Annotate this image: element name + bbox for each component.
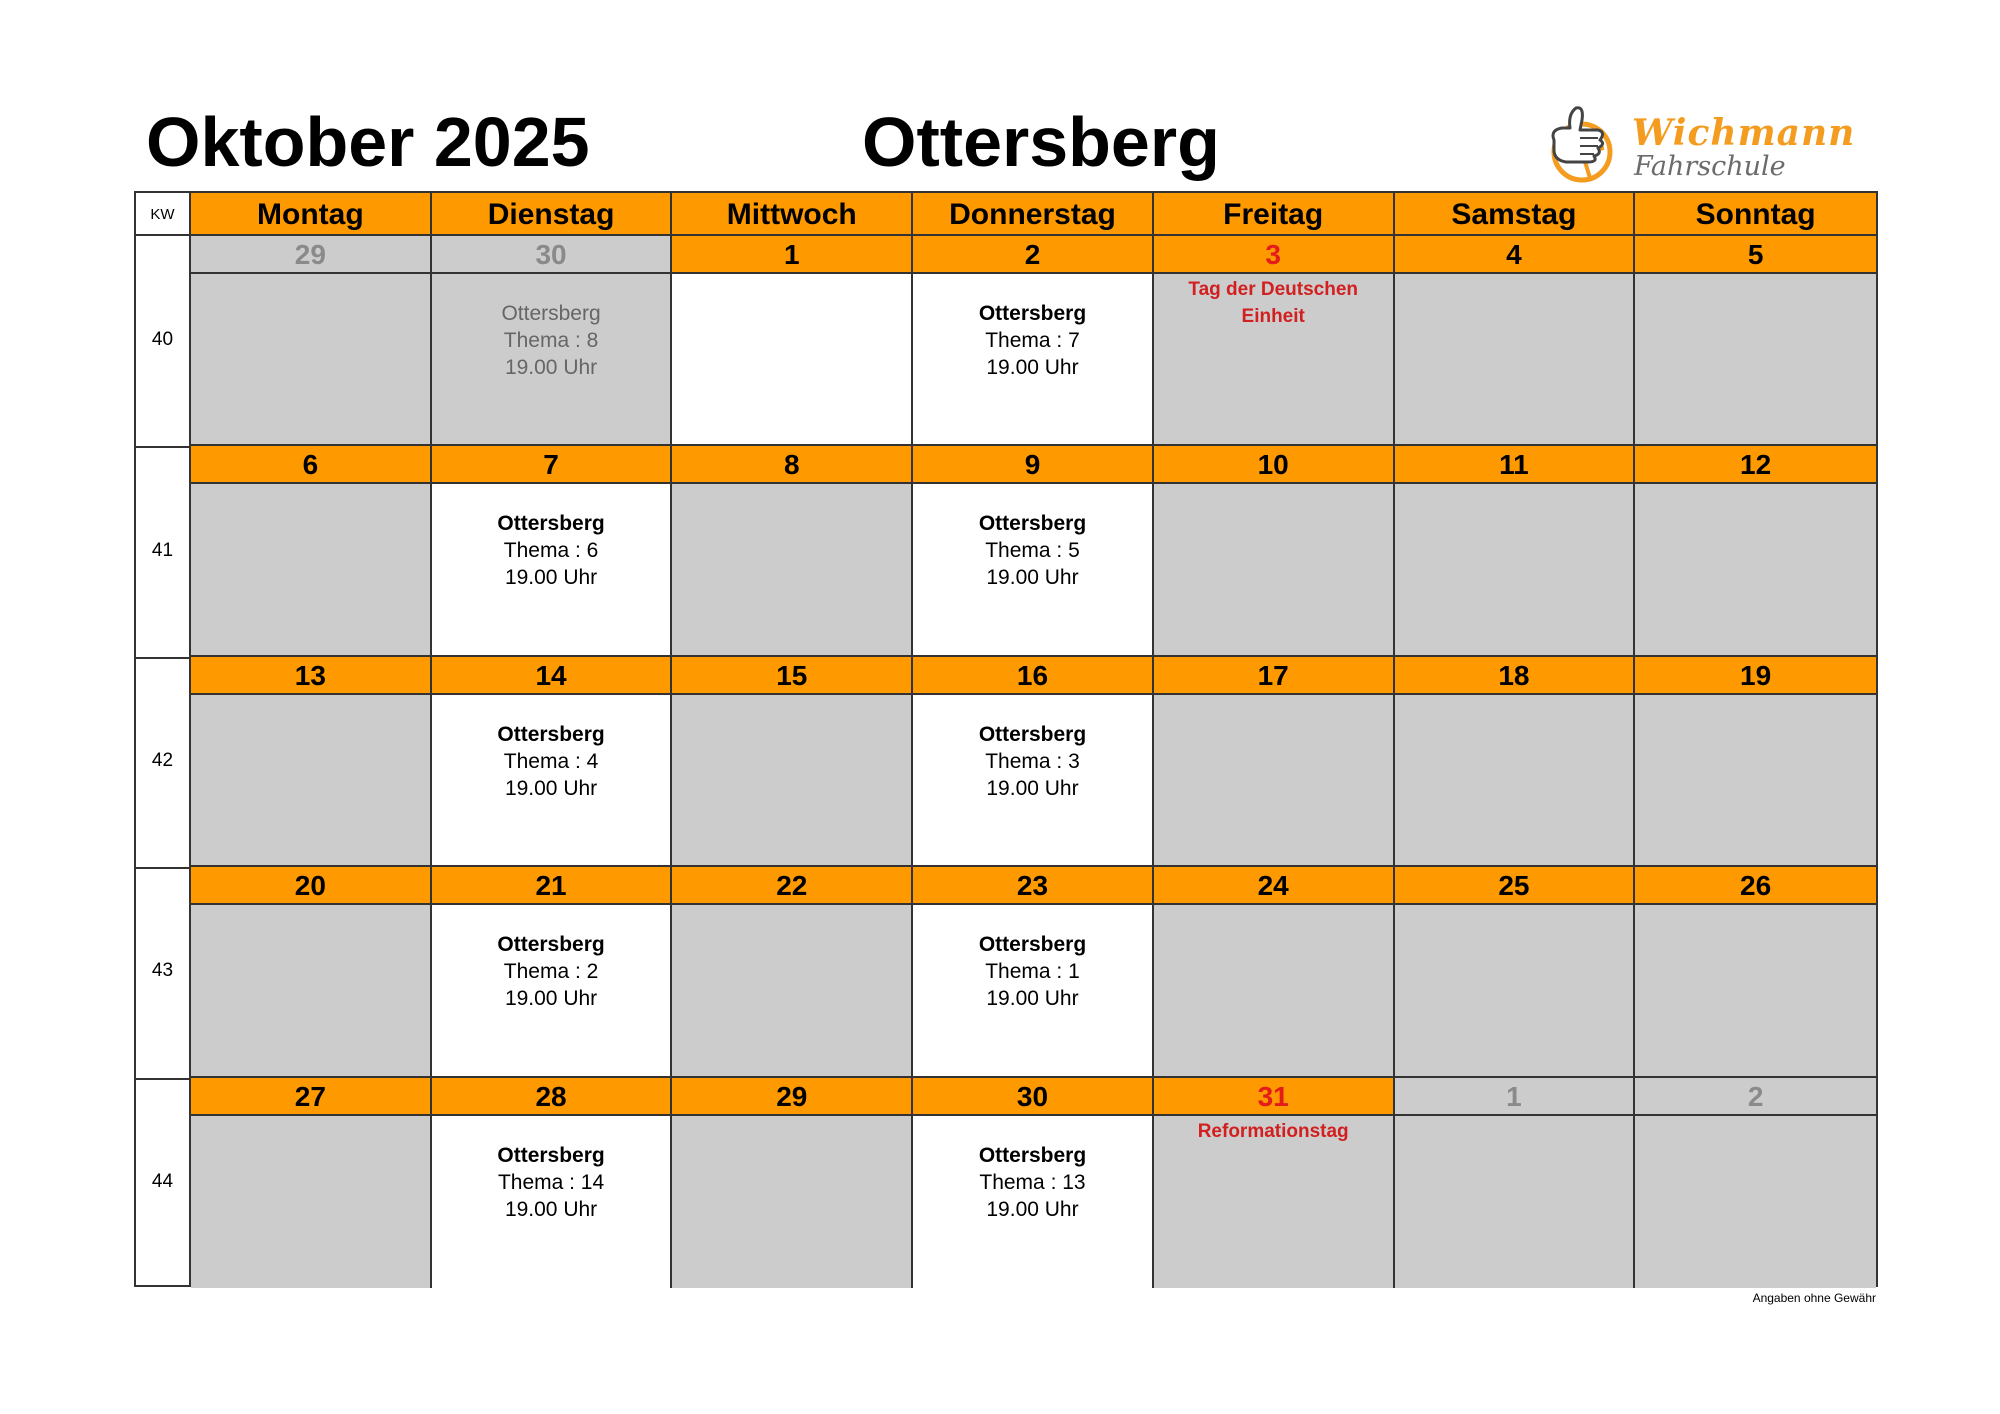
event-time: 19.00 Uhr <box>504 987 598 1011</box>
date-number: 1 <box>1395 1078 1636 1116</box>
event-time: 19.00 Uhr <box>504 1197 598 1221</box>
event-place: Ottersberg <box>497 512 605 536</box>
kw-number: 42 <box>151 750 174 771</box>
event-entry <box>432 1116 671 1223</box>
event-topic: Thema : 8 <box>503 329 599 352</box>
location-title: Ottersberg <box>862 103 1220 181</box>
day-cell <box>191 1116 432 1288</box>
thumbs-up-steering-wheel-icon <box>1540 100 1624 184</box>
date-number: 5 <box>1635 236 1876 274</box>
holiday-line: Tag der Deutschen <box>1188 279 1359 300</box>
date-number: 7 <box>432 446 673 484</box>
event-place: Ottersberg <box>978 933 1087 957</box>
event-entry <box>432 695 671 802</box>
kw-header: KW <box>136 193 189 236</box>
event-topic: Thema : 1 <box>985 960 1080 984</box>
event-time: 19.00 Uhr <box>986 776 1079 800</box>
day-cell <box>1395 484 1636 656</box>
kw-number: 40 <box>151 329 174 351</box>
day-cell <box>191 695 432 867</box>
day-cell <box>1635 484 1876 656</box>
weekday-header-6: Sonntag <box>1635 193 1876 236</box>
event-place: Ottersberg <box>501 302 601 325</box>
fahrschule-logo <box>1540 100 1860 190</box>
date-number: 30 <box>913 1078 1154 1116</box>
date-number: 14 <box>432 657 673 695</box>
date-number: 16 <box>913 657 1154 695</box>
day-cell <box>1635 1116 1876 1288</box>
event-topic: Thema : 3 <box>985 749 1080 773</box>
kw-number: 44 <box>151 1170 174 1192</box>
date-number: 2 <box>1635 1078 1876 1116</box>
kw-number: 43 <box>151 960 174 982</box>
day-cell <box>1635 695 1876 867</box>
day-cell <box>1154 274 1395 446</box>
day-cell <box>1395 905 1636 1077</box>
kw-separator <box>136 1078 189 1080</box>
date-number: 13 <box>191 657 432 695</box>
event-time: 19.00 Uhr <box>986 1197 1079 1221</box>
event-entry <box>432 484 671 591</box>
day-cell <box>1395 274 1636 446</box>
date-number: 6 <box>191 446 432 484</box>
logo-subtitle: Fahrschule <box>1634 151 1786 182</box>
day-cell <box>1154 695 1395 867</box>
day-cell <box>913 695 1154 867</box>
month-title: Oktober 2025 <box>146 103 590 181</box>
date-number: 20 <box>191 867 432 905</box>
event-topic: Thema : 13 <box>979 1170 1086 1194</box>
date-number: 27 <box>191 1078 432 1116</box>
date-number: 29 <box>191 236 432 274</box>
weekday-header-2: Mittwoch <box>672 193 913 236</box>
date-number: 11 <box>1395 446 1636 484</box>
day-cell <box>1635 905 1876 1077</box>
event-place: Ottersberg <box>497 722 605 746</box>
day-cell <box>1154 905 1395 1077</box>
day-cell <box>913 274 1154 446</box>
day-cell <box>191 484 432 656</box>
date-number: 19 <box>1635 657 1876 695</box>
event-entry <box>913 274 1152 381</box>
weekday-header-1: Dienstag <box>432 193 673 236</box>
day-cell <box>432 695 673 867</box>
day-cell <box>1154 484 1395 656</box>
day-cell <box>1154 1116 1395 1288</box>
date-number: 17 <box>1154 657 1395 695</box>
event-entry <box>432 274 671 381</box>
day-cell <box>1395 695 1636 867</box>
holiday-label <box>1154 1116 1393 1145</box>
date-number: 2 <box>913 236 1154 274</box>
date-number: 4 <box>1395 236 1636 274</box>
day-cell <box>672 1116 913 1288</box>
kw-separator <box>136 657 189 659</box>
date-number: 18 <box>1395 657 1636 695</box>
weekday-header-5: Samstag <box>1395 193 1636 236</box>
event-place: Ottersberg <box>497 1143 605 1167</box>
day-cell <box>672 274 913 446</box>
event-place: Ottersberg <box>978 302 1087 325</box>
event-entry <box>913 905 1152 1012</box>
date-number: 15 <box>672 657 913 695</box>
day-cell <box>432 905 673 1077</box>
event-time: 19.00 Uhr <box>504 776 598 800</box>
weekday-header-0: Montag <box>191 193 432 236</box>
date-number: 30 <box>432 236 673 274</box>
kw-separator <box>136 446 189 448</box>
day-cell <box>1635 274 1876 446</box>
weekday-header-4: Freitag <box>1154 193 1395 236</box>
kw-separator <box>136 867 189 869</box>
day-cell <box>672 484 913 656</box>
kw-column <box>136 193 191 1285</box>
event-place: Ottersberg <box>978 722 1087 746</box>
date-number: 25 <box>1395 867 1636 905</box>
day-cell <box>432 484 673 656</box>
kw-number: 41 <box>151 539 174 561</box>
date-number: 26 <box>1635 867 1876 905</box>
date-number: 12 <box>1635 446 1876 484</box>
holiday-line: Einheit <box>1241 306 1305 327</box>
weekday-header-3: Donnerstag <box>913 193 1154 236</box>
day-cell <box>432 274 673 446</box>
date-number: 10 <box>1154 446 1395 484</box>
disclaimer: Angaben ohne Gewähr <box>1752 1291 1876 1305</box>
event-topic: Thema : 5 <box>985 539 1080 563</box>
day-cell <box>913 484 1154 656</box>
date-number: 8 <box>672 446 913 484</box>
event-time: 19.00 Uhr <box>504 566 598 590</box>
event-topic: Thema : 6 <box>503 539 599 563</box>
date-number: 22 <box>672 867 913 905</box>
event-time: 19.00 Uhr <box>986 566 1079 590</box>
event-place: Ottersberg <box>497 933 605 957</box>
event-topic: Thema : 7 <box>985 329 1080 352</box>
date-number: 21 <box>432 867 673 905</box>
date-number: 9 <box>913 446 1154 484</box>
event-entry <box>913 1116 1152 1223</box>
day-cell <box>913 1116 1154 1288</box>
calendar-grid <box>134 191 1878 1287</box>
holiday-line: Reformationstag <box>1197 1120 1349 1142</box>
date-number: 29 <box>672 1078 913 1116</box>
event-place: Ottersberg <box>978 1143 1087 1167</box>
date-number: 1 <box>672 236 913 274</box>
event-topic: Thema : 2 <box>503 960 599 984</box>
day-cell <box>432 1116 673 1288</box>
date-number: 23 <box>913 867 1154 905</box>
holiday-label <box>1154 274 1393 330</box>
day-cell <box>191 274 432 446</box>
event-time: 19.00 Uhr <box>986 356 1079 379</box>
day-cell <box>191 905 432 1077</box>
event-entry <box>913 484 1152 591</box>
day-cell <box>1395 1116 1636 1288</box>
date-number: 3 <box>1154 236 1395 274</box>
date-number: 31 <box>1154 1078 1395 1116</box>
day-cell <box>913 905 1154 1077</box>
event-entry <box>432 905 671 1012</box>
day-cell <box>672 695 913 867</box>
date-number: 24 <box>1154 867 1395 905</box>
event-topic: Thema : 4 <box>503 749 599 773</box>
event-time: 19.00 Uhr <box>986 987 1079 1011</box>
day-cell <box>672 905 913 1077</box>
event-topic: Thema : 14 <box>497 1170 605 1194</box>
logo-name: Wichmann <box>1632 112 1856 154</box>
event-entry <box>913 695 1152 802</box>
event-time: 19.00 Uhr <box>504 356 598 379</box>
event-place: Ottersberg <box>978 512 1087 536</box>
date-number: 28 <box>432 1078 673 1116</box>
